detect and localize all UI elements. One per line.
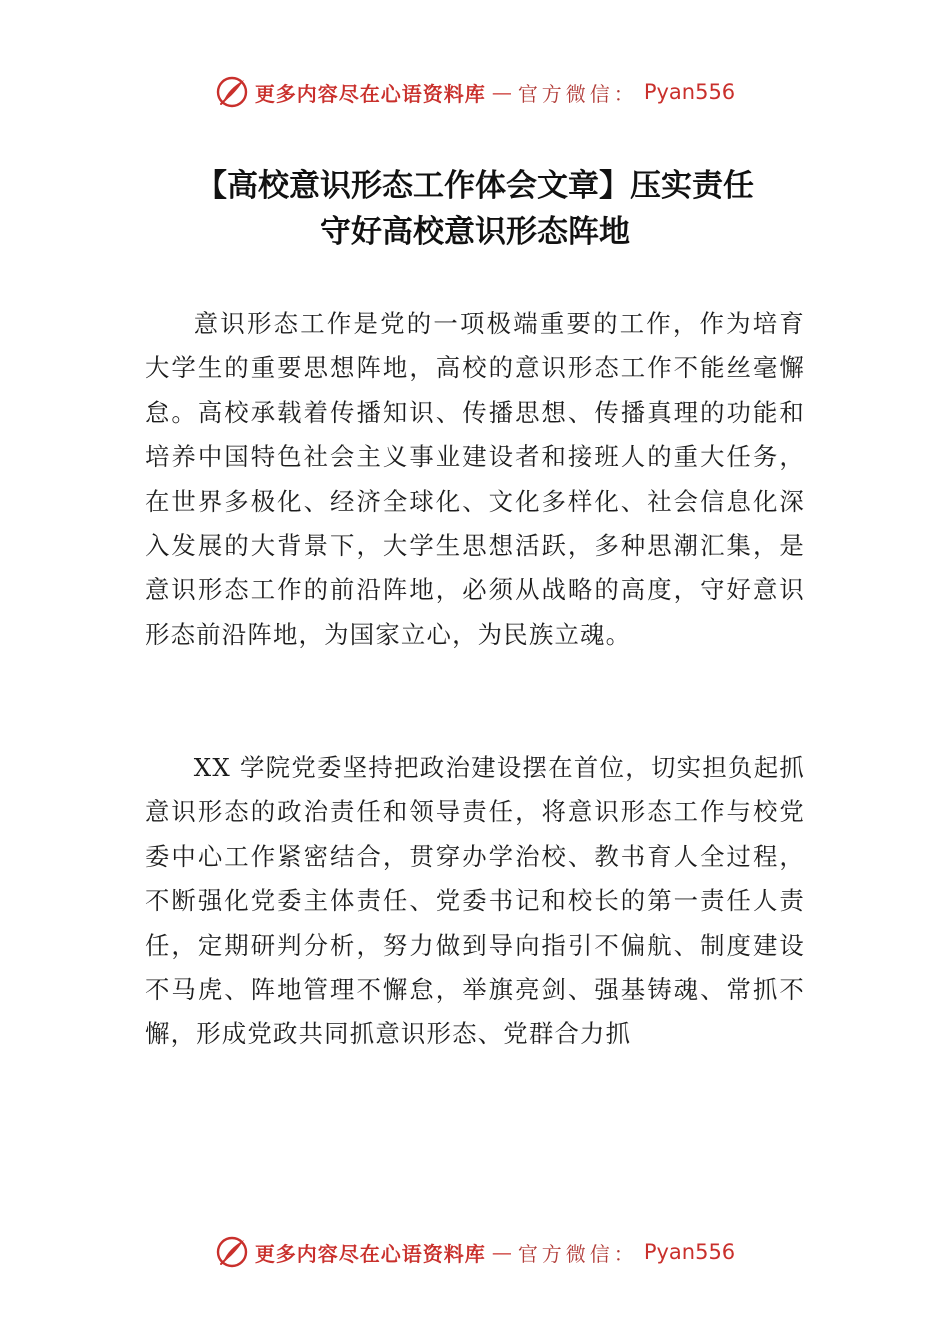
watermark-wechat-id: Pyan556 bbox=[643, 1240, 736, 1264]
footer-watermark bbox=[0, 1232, 950, 1272]
header-watermark bbox=[0, 72, 950, 112]
quill-logo-icon bbox=[215, 1235, 249, 1269]
watermark-wechat-id: Pyan556 bbox=[643, 80, 736, 104]
watermark-text: 更多内容尽在心语资料库 bbox=[254, 81, 486, 106]
watermark-text: 更多内容尽在心语资料库 bbox=[254, 1241, 486, 1266]
document-title bbox=[145, 163, 805, 255]
paragraph-2: XX 学院党委坚持把政治建设摆在首位，切实担负起抓意识形态的政治责任和领导责任，将意识形态工作与校党委中心工作紧密结合，贯穿办学治校、教书育人全过程，不断强化党委主体责任、党委书记和校长的第一责任人责任，定期研判分析，努力做到导向指引不偏航、制度建设不马虎、阵地管理不懈怠，举旗亮剑、强基铸魂、常抓不懈，形成党政共同抓意识形态、党群合力抓 bbox=[145, 753, 805, 1049]
watermark-wechat-label: 官方微信： bbox=[517, 1241, 638, 1266]
watermark-separator: — bbox=[491, 1240, 512, 1264]
watermark-separator: — bbox=[491, 80, 512, 104]
title-line-1: 【高校意识形态工作体会文章】压实责任 bbox=[196, 168, 754, 204]
watermark-wechat-label: 官方微信： bbox=[517, 81, 638, 106]
title-line-2: 守好高校意识形态阵地 bbox=[320, 214, 630, 250]
quill-logo-icon bbox=[215, 75, 249, 109]
paragraph-1: 意识形态工作是党的一项极端重要的工作，作为培育大学生的重要思想阵地，高校的意识形态工作不能丝毫懈怠。高校承载着传播知识、传播思想、传播真理的功能和培养中国特色社会主义事业建设者和接班人的重大任务，在世界多极化、经济全球化、文化多样化、社会信息化深入发展的大背景下，大学生思想活跃，多种思潮汇集，是意识形态工作的前沿阵地，必须从战略的高度，守好意识形态前沿阵地，为国家立心，为民族立魂。 bbox=[145, 309, 805, 649]
